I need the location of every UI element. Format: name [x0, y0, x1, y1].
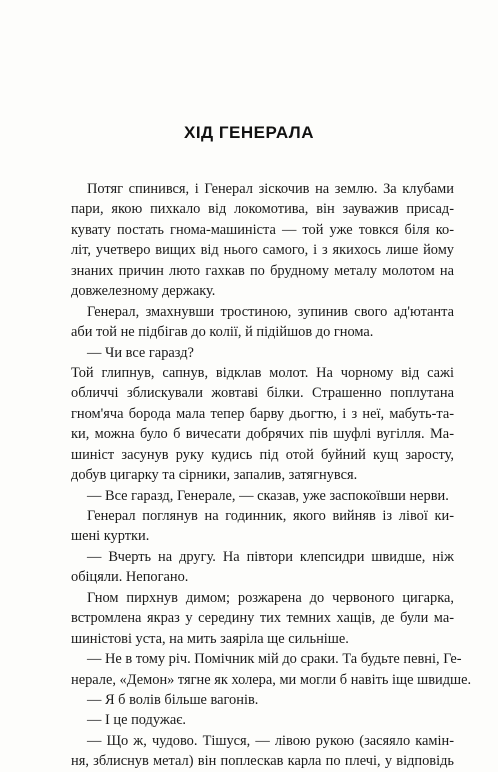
- text-line: довжелезному держаку.: [71, 283, 216, 300]
- text-line: — Чи все гаразд?: [87, 344, 194, 361]
- text-line: ня, зблиснув метал) він поплескав карла по плечі, у відповідь: [71, 753, 454, 770]
- text-line: шиністові уста, на мить заяріла ще сильніше.: [71, 630, 349, 647]
- text-line: обличчі зблискували жовтаві білки. Страшенно поплутана: [71, 385, 454, 402]
- text-line: — Все гаразд, Генерале, — сказав, уже заспокоївши нерви.: [87, 487, 449, 504]
- text-line: Гном пирхнув димом; розжарена до червоного цигарка,: [87, 589, 454, 606]
- text-line: — Не в тому річ. Помічник мій до сраки. Та будьте певні, Ге-: [87, 651, 462, 668]
- text-body: [71, 179, 472, 772]
- text-line: добув цигарку та сірники, запалив, затягнувся.: [71, 467, 358, 484]
- text-line: літ, учетверо вищих від нього самого, і з якихось лише йому: [71, 242, 454, 259]
- text-line: — І це подужає.: [87, 712, 186, 729]
- chapter-title: ХІД ГЕНЕРАЛА: [183, 123, 315, 142]
- text-line: пари, якою пихкало від локомотива, він зауважив присад-: [71, 201, 454, 218]
- text-line: Потяг спинився, і Генерал зіскочив на землю. За клубами: [87, 181, 454, 197]
- text-line: обіцяли. Непогано.: [71, 569, 189, 586]
- text-line: встромлена якраз у середину тих темних хащів, де були ма-: [71, 610, 454, 627]
- text-line: — Я б волів більше вагонів.: [87, 691, 259, 708]
- text-line: аби той не підбігав до колії, й підійшов до гнома.: [71, 324, 374, 341]
- text-line: Генерал поглянув на годинник, якого вийняв із лівої ки-: [87, 508, 454, 524]
- text-line: гном'яча борода мала тепер барву дьогтю, і з неї, мабуть-та-: [71, 405, 454, 422]
- text-line: Генерал, змахнувши тростиною, зупинив свого ад'ютанта: [87, 303, 454, 320]
- text-line: — Вчерть на другу. На півтори клепсидри швидше, ніж: [87, 548, 454, 565]
- text-line: шиніст засунув руку кудись під отой буйний кущ заросту,: [71, 446, 454, 463]
- text-line: нерале, «Демон» тягне як холера, ми могли б навіть іще швидше.: [71, 671, 472, 688]
- text-line: кувату постать гнома-машиніста — той уже товкся біля ко-: [71, 221, 454, 238]
- text-line: — Що ж, чудово. Тішуся, — лівою рукою (засяяло камін-: [87, 732, 454, 749]
- text-line: шені куртки.: [71, 528, 150, 545]
- text-line: Той глипнув, сапнув, відклав молот. На чорному від сажі: [71, 364, 454, 381]
- text-line: ки, можна було б вичесати добрячих пів шуфлі вугілля. Ма-: [71, 426, 454, 443]
- text-line: знаних причин люто гахкав по брудному металу молотом на: [71, 262, 454, 279]
